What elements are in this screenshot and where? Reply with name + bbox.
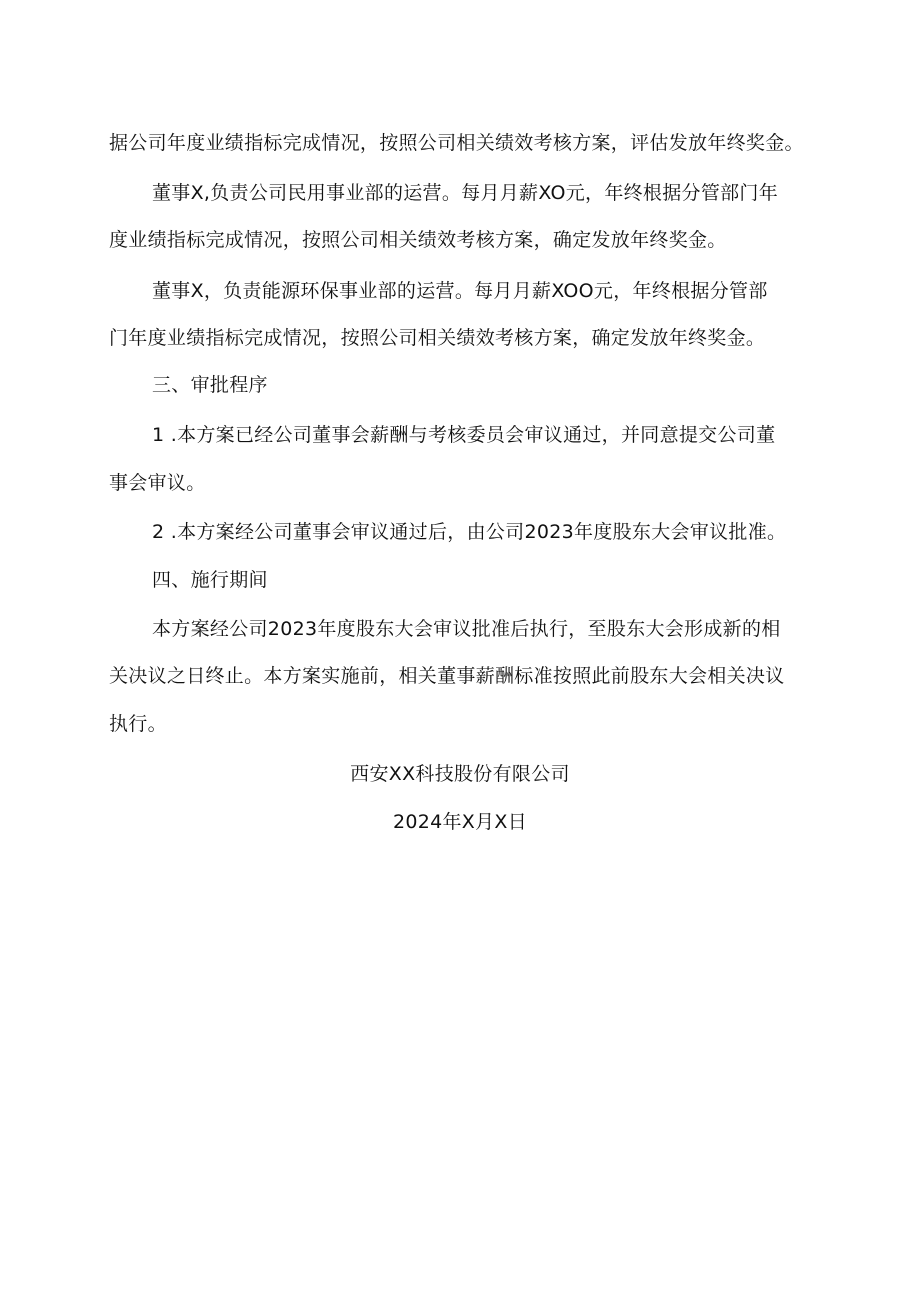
body-line-3: 度业绩指标完成情况，按照公司相关绩效考核方案，确定发放年终奖金。 [109,229,727,251]
signature-date: 2024年X月X日 [392,811,528,833]
body-line-7: 1 .本方案已经公司董事会薪酬与考核委员会审议通过，并同意提交公司董 [152,424,776,446]
body-line-2: 董事X,负责公司民用事业部的运营。每月月薪XO元，年终根据分管部门年 [152,182,779,204]
section-heading-period: 四、施行期间 [152,569,268,591]
body-line-4: 董事X，负责能源环保事业部的运营。每月月薪XOO元，年终根据分管部 [152,280,768,302]
body-line-13: 执行。 [109,713,167,735]
body-line-8: 事会审议。 [109,472,206,494]
section-heading-approval: 三、审批程序 [152,374,268,396]
body-line-11: 本方案经公司2023年度股东大会审议批准后执行，至股东大会形成新的相 [152,618,781,640]
body-line-1: 据公司年度业绩指标完成情况，按照公司相关绩效考核方案，评估发放年终奖金。 [109,132,804,154]
body-line-5: 门年度业绩指标完成情况，按照公司相关绩效考核方案，确定发放年终奖金。 [109,327,766,349]
body-line-12: 关决议之日终止。本方案实施前，相关董事薪酬标准按照此前股东大会相关决议 [109,665,785,687]
body-line-9: 2 .本方案经公司董事会审议通过后，由公司2023年度股东大会审议批准。 [152,521,787,543]
signature-company: 西安XX科技股份有限公司 [350,763,570,785]
